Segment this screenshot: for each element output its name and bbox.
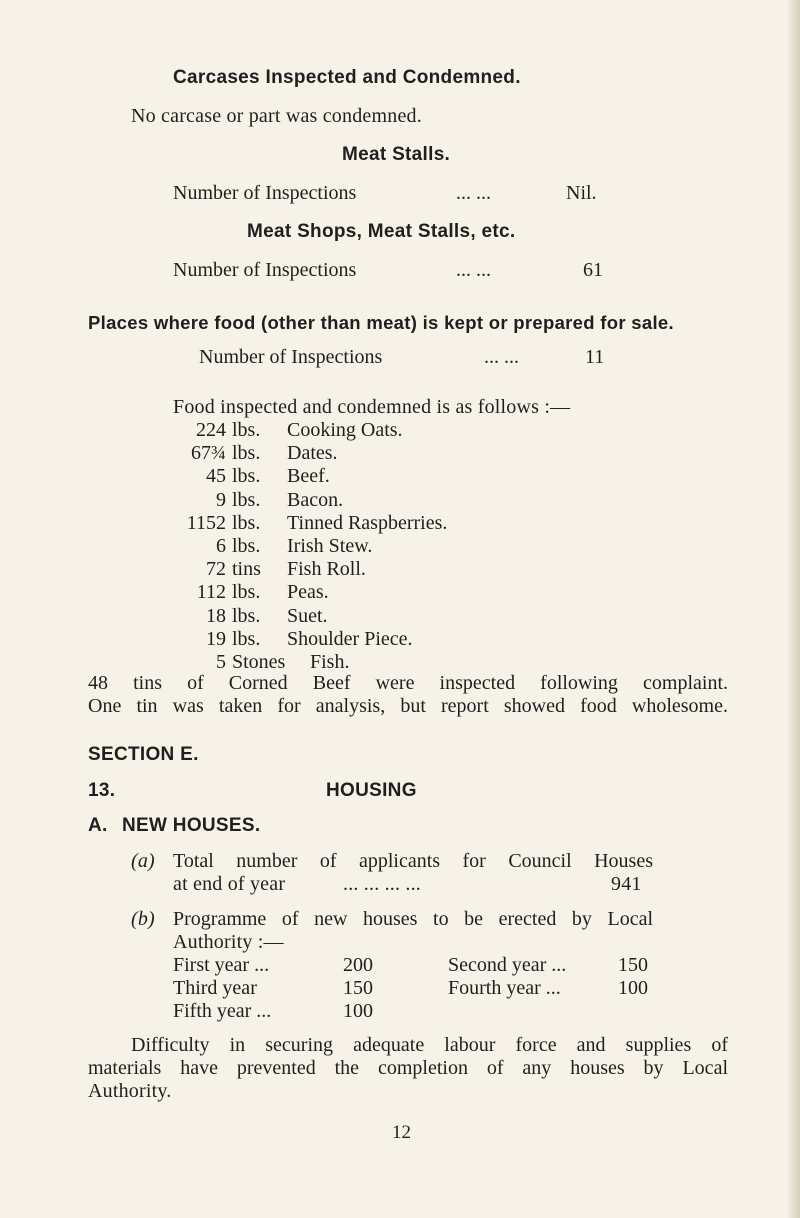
programme-fifth-label: Fifth year ...: [173, 1000, 272, 1022]
meat-stalls-value: Nil.: [566, 182, 597, 204]
places-label: Number of Inspections: [199, 346, 383, 368]
food-unit: lbs.: [232, 604, 261, 627]
food-description: Bacon.: [287, 488, 344, 511]
food-qty: 5: [216, 651, 226, 673]
meat-stalls-label: Number of Inspections: [173, 182, 357, 204]
item-a-label: (a): [131, 850, 155, 872]
food-description: Fish.: [310, 651, 350, 673]
subsection-letter: A.: [88, 815, 108, 836]
difficulty-line1: Difficulty in securing adequate labour force and supplies of: [131, 1034, 728, 1056]
page-number: 12: [392, 1122, 411, 1143]
programme-second-label: Second year ...: [448, 954, 567, 976]
food-list-item: [0, 535, 800, 558]
food-description: Beef.: [287, 465, 330, 488]
food-qty: 72: [206, 558, 226, 581]
food-description: Suet.: [287, 604, 328, 627]
food-unit: tins: [232, 558, 261, 581]
food-unit: Stones: [232, 651, 286, 673]
places-value: 11: [585, 346, 605, 368]
programme-second-value: 150: [618, 954, 648, 976]
food-unit: lbs.: [232, 488, 261, 511]
programme-first-value: 200: [343, 954, 373, 976]
meat-stalls-heading: Meat Stalls.: [342, 144, 451, 165]
food-list-item: [0, 419, 800, 442]
carcases-text: No carcase or part was condemned.: [131, 105, 422, 127]
food-list-item: [0, 465, 800, 488]
food-qty: 18: [206, 604, 226, 627]
food-qty: 224: [196, 419, 226, 441]
meat-shops-dots: ... ...: [456, 259, 491, 281]
programme-fifth-value: 100: [343, 1000, 373, 1022]
food-description: Peas.: [287, 581, 329, 604]
item-a-line1: Total number of applicants for Council Houses: [173, 850, 653, 872]
food-list-item: [0, 489, 800, 512]
programme-first-label: First year ...: [173, 954, 270, 976]
programme-fourth-label: Fourth year ...: [448, 977, 561, 999]
housing-title: HOUSING: [326, 780, 417, 801]
food-description: Tinned Raspberries.: [287, 511, 448, 534]
item-a-value: 941: [611, 873, 642, 895]
difficulty-line2: materials have prevented the completion of any houses by Local: [88, 1057, 728, 1079]
item-b-line1: Programme of new houses to be erected by Local: [173, 908, 653, 930]
food-qty: 9: [216, 488, 226, 511]
food-qty: 112: [196, 581, 226, 604]
food-qty: 67¾: [191, 442, 226, 465]
food-qty: 19: [206, 627, 226, 650]
meat-shops-row: [0, 259, 800, 285]
places-dots: ... ...: [484, 346, 519, 368]
new-houses-title: NEW HOUSES.: [122, 815, 261, 836]
food-description: Shoulder Piece.: [287, 627, 413, 650]
section-number: 13.: [88, 780, 116, 801]
meat-shops-label: Number of Inspections: [173, 259, 357, 281]
food-unit: lbs.: [232, 419, 261, 441]
item-b-label: (b): [131, 908, 155, 930]
food-description: Irish Stew.: [287, 535, 373, 557]
food-qty: 1152: [186, 511, 226, 534]
places-heading: Places where food (other than meat) is kept or prepared for sale.: [88, 312, 674, 333]
item-b-line2: Authority :—: [173, 931, 284, 953]
food-unit: lbs.: [232, 465, 261, 488]
food-list-item: [0, 605, 800, 628]
meat-stalls-row: [0, 182, 800, 208]
meat-shops-heading: Meat Shops, Meat Stalls, etc.: [247, 221, 516, 242]
food-unit: lbs.: [232, 581, 261, 604]
food-list-item: [0, 581, 800, 604]
food-list-item: [0, 442, 800, 465]
item-a-line2: at end of year: [173, 873, 286, 895]
food-list-item: [0, 651, 800, 674]
food-list-item: [0, 628, 800, 651]
food-unit: lbs.: [232, 535, 261, 557]
food-qty: 45: [206, 465, 226, 488]
food-description: Dates.: [287, 442, 338, 465]
programme-fourth-value: 100: [618, 977, 648, 999]
item-a-dots: ... ... ... ...: [343, 873, 421, 895]
places-row: [0, 346, 800, 372]
programme-third-value: 150: [343, 977, 373, 999]
programme-third-label: Third year: [173, 977, 257, 999]
difficulty-line3: Authority.: [88, 1080, 172, 1102]
corned-beef-line1: 48 tins of Corned Beef were inspected following complaint.: [88, 672, 728, 694]
meat-stalls-dots: ... ...: [456, 182, 491, 204]
food-unit: lbs.: [232, 627, 261, 650]
food-description: Fish Roll.: [287, 558, 366, 581]
food-qty: 6: [216, 535, 226, 557]
corned-beef-line2: One tin was taken for analysis, but report showed food wholesome.: [88, 695, 728, 717]
food-description: Cooking Oats.: [287, 419, 403, 441]
food-list-item: [0, 512, 800, 535]
food-unit: lbs.: [232, 442, 261, 465]
food-unit: lbs.: [232, 511, 261, 534]
carcases-heading: Carcases Inspected and Condemned.: [173, 67, 521, 88]
meat-shops-value: 61: [583, 259, 603, 281]
section-e-heading: SECTION E.: [88, 744, 199, 765]
food-list-item: [0, 558, 800, 581]
food-intro: Food inspected and condemned is as follows :—: [173, 396, 571, 418]
